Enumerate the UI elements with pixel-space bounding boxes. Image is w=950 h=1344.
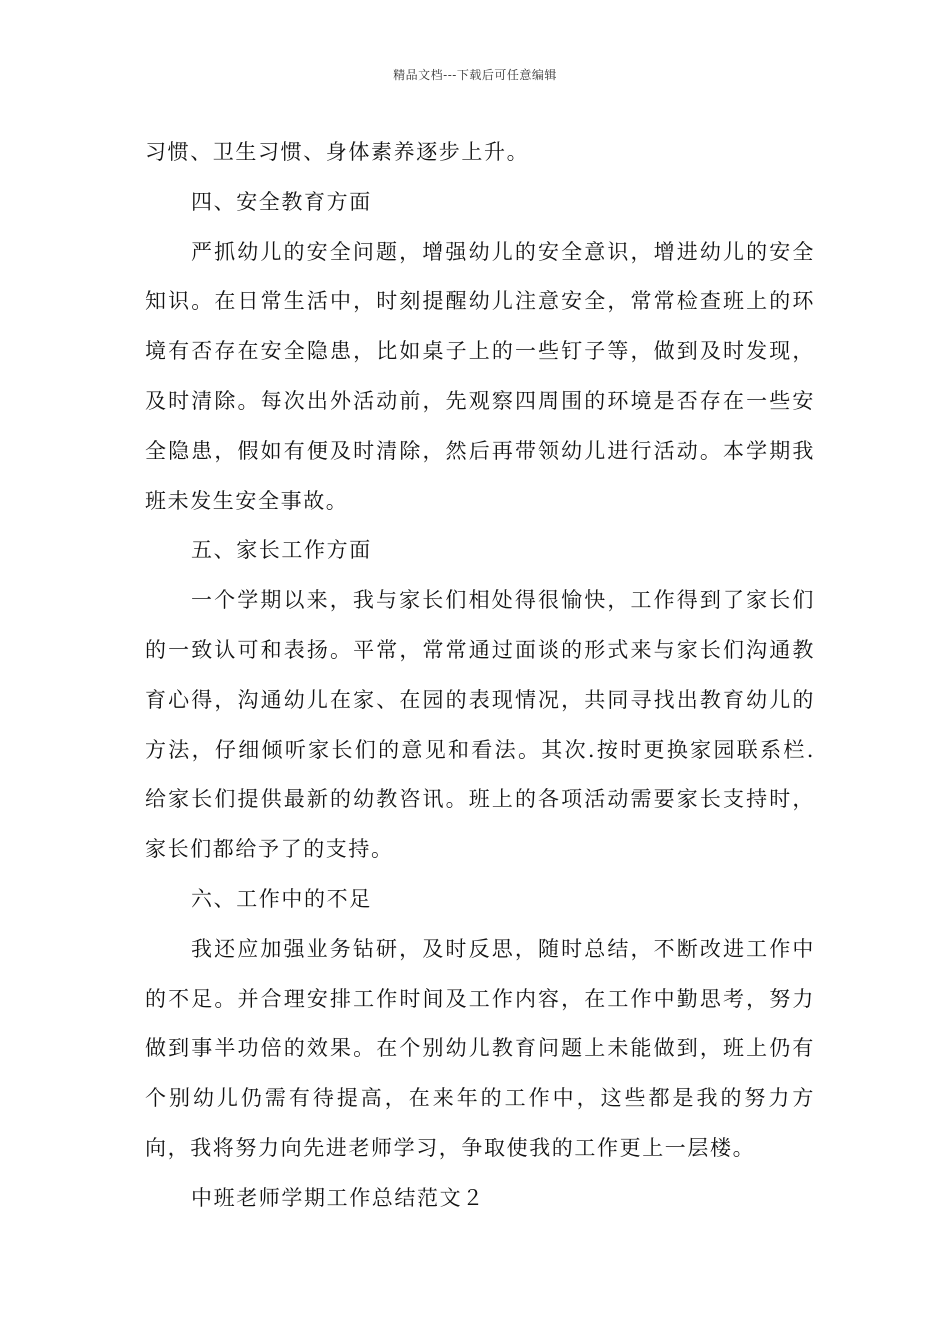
section-heading-safety: 四、安全教育方面 [191, 189, 372, 214]
paragraph-shortcomings: 我还应加强业务钻研，及时反思，随时总结，不断改进工作中的不足。并合理安排工作时间及工作内容，在工作中勤思考，努力做到事半功倍的效果。在个别幼儿教育问题上未能做到，班上仍有个别幼儿仍需有待提高，在来年的工作中，这些都是我的努力方向，我将努力向先进老师学习，争取使我的工作更上一层楼。 [145, 936, 815, 1160]
section-heading-shortcomings: 六、工作中的不足 [191, 886, 372, 911]
document-title-2: 中班老师学期工作总结范文２ [191, 1185, 485, 1210]
paragraph-safety: 严抓幼儿的安全问题，增强幼儿的安全意识，增进幼儿的安全知识。在日常生活中，时刻提醒幼儿注意安全，常常检查班上的环境有否存在安全隐患，比如桌子上的一些钉子等，做到及时发现，及时清除。每次出外活动前，先观察四周围的环境是否存在一些安全隐患，假如有便及时清除，然后再带领幼儿进行活动。本学期我班未发生安全事故。 [145, 239, 815, 513]
section-heading-parents: 五、家长工作方面 [191, 538, 372, 563]
paragraph-parents: 一个学期以来，我与家长们相处得很愉快，工作得到了家长们的一致认可和表扬。平常，常常通过面谈的形式来与家长们沟通教育心得，沟通幼儿在家、在园的表现情况，共同寻找出教育幼儿的方法，仔细倾听家长们的意见和看法。其次.按时更换家园联系栏.给家长们提供最新的幼教咨讯。班上的各项活动需要家长支持时，家长们都给予了的支持。 [145, 588, 815, 862]
paragraph-continuation: 习惯、卫生习惯、身体素养逐步上升。 [145, 140, 530, 164]
page-header: 精品文档---下载后可任意编辑 [393, 68, 557, 82]
document-body [145, 128, 815, 1224]
